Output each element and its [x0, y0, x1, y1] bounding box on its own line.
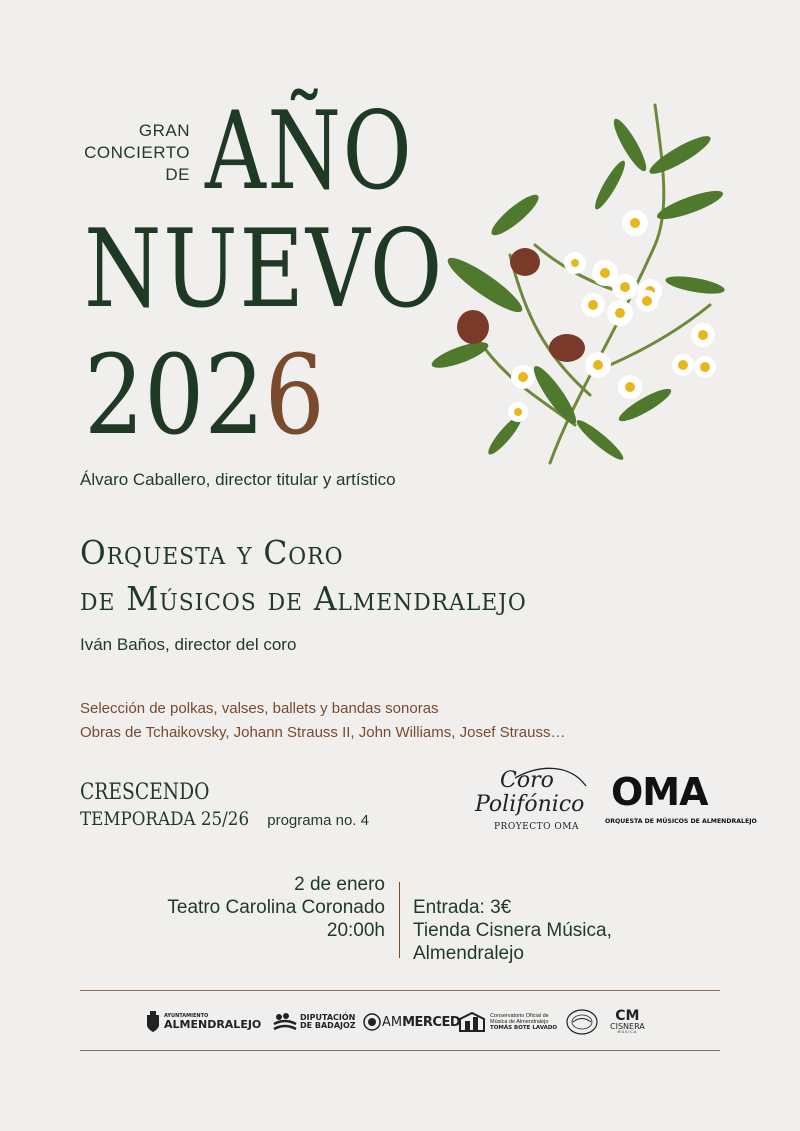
season-programa: programa no. 4: [267, 812, 369, 829]
sponsor-seal: [565, 1000, 599, 1044]
conservatorio-icon: [458, 1011, 486, 1033]
pre-title-line-1: GRAN: [138, 121, 190, 140]
season-name: CRESCENDO: [80, 780, 210, 805]
event-entry: Entrada: 3€: [413, 897, 512, 918]
event-shop-line-1: Tienda Cisnera Música,: [413, 920, 612, 941]
year-main: 202: [84, 331, 265, 459]
pre-title-line-3: DE: [165, 165, 190, 184]
ayto-name: ALMENDRALEJO: [164, 1018, 262, 1031]
diputacion-icon: [273, 1012, 297, 1032]
merced-emblem-icon: [363, 1013, 381, 1031]
cons-line-2: Música de Almendralejo: [490, 1018, 549, 1025]
cisnera-name: CISNERA: [610, 1022, 645, 1032]
merced-name: MERCED: [402, 1014, 461, 1030]
year-accent: 6: [264, 331, 325, 459]
sponsor-diputacion: [273, 1000, 356, 1044]
event-when-where: [100, 873, 385, 942]
divider-top: [80, 990, 720, 991]
title-year: [84, 331, 325, 459]
orchestra-line-2: de Músicos de Almendralejo: [80, 579, 527, 618]
dip-line-2: DE BADAJOZ: [300, 1021, 356, 1030]
chamomile-illustration: [425, 95, 725, 470]
cisnera-cm: CM: [615, 1008, 640, 1025]
crest-icon: [145, 1011, 161, 1033]
seal-icon: [565, 1007, 599, 1037]
orchestra-name: [80, 530, 527, 622]
cisnera-musica: MÚSICA: [617, 1030, 638, 1035]
event-shop-line-2: Almendralejo: [413, 943, 524, 964]
pre-title-line-2: CONCIERTO: [84, 143, 190, 162]
cons-line-3: TOMÁS BOTE LAVADO: [490, 1025, 558, 1032]
coro-line-1: Coro: [500, 768, 554, 793]
season-block: [80, 780, 369, 832]
coro-polifonico-logo: [470, 768, 590, 838]
event-time: 20:00h: [326, 920, 385, 941]
oma-word: OMA: [611, 770, 708, 814]
oma-logo: [605, 770, 757, 830]
sponsor-cisnera: [610, 1000, 645, 1044]
coro-line-3: PROYECTO OMA: [494, 822, 579, 832]
merced-am: AM: [382, 1014, 403, 1030]
pre-title: [60, 120, 190, 186]
event-divider: [399, 882, 400, 958]
program-line-2: Obras de Tchaikovsky, Johann Strauss II, John Williams, Josef Strauss…: [80, 724, 566, 741]
event-venue: Teatro Carolina Coronado: [167, 897, 385, 918]
coro-line-2: Polifónico: [475, 792, 585, 817]
title-ano: AÑO: [205, 89, 414, 214]
orchestra-line-1: Orquesta y Coro: [80, 533, 344, 572]
sponsor-merced: [363, 1000, 460, 1044]
program-description: [80, 697, 565, 745]
choir-director-line: Iván Baños, director del coro: [80, 635, 297, 654]
season-temporada: TEMPORADA 25/26: [80, 808, 250, 830]
divider-bottom: [80, 1050, 720, 1051]
sponsor-conservatorio: [458, 1000, 557, 1044]
flowers: [508, 210, 716, 422]
dip-line-1: DIPUTACIÓN: [300, 1013, 356, 1022]
ayto-small: AYUNTAMIENTO: [164, 1013, 209, 1019]
sponsor-logos: [140, 1000, 660, 1044]
event-tickets: [413, 896, 612, 965]
event-date: 2 de enero: [294, 874, 385, 895]
director-line: Álvaro Caballero, director titular y artístico: [80, 470, 396, 489]
sponsor-ayuntamiento: [145, 1000, 261, 1044]
cons-line-1: Conservatorio Oficial de: [490, 1012, 549, 1019]
oma-subtitle: ORQUESTA DE MÚSICOS DE ALMENDRALEJO: [605, 818, 757, 825]
title-nuevo: NUEVO: [84, 207, 444, 332]
program-line-1: Selección de polkas, valses, ballets y bandas sonoras: [80, 700, 439, 717]
